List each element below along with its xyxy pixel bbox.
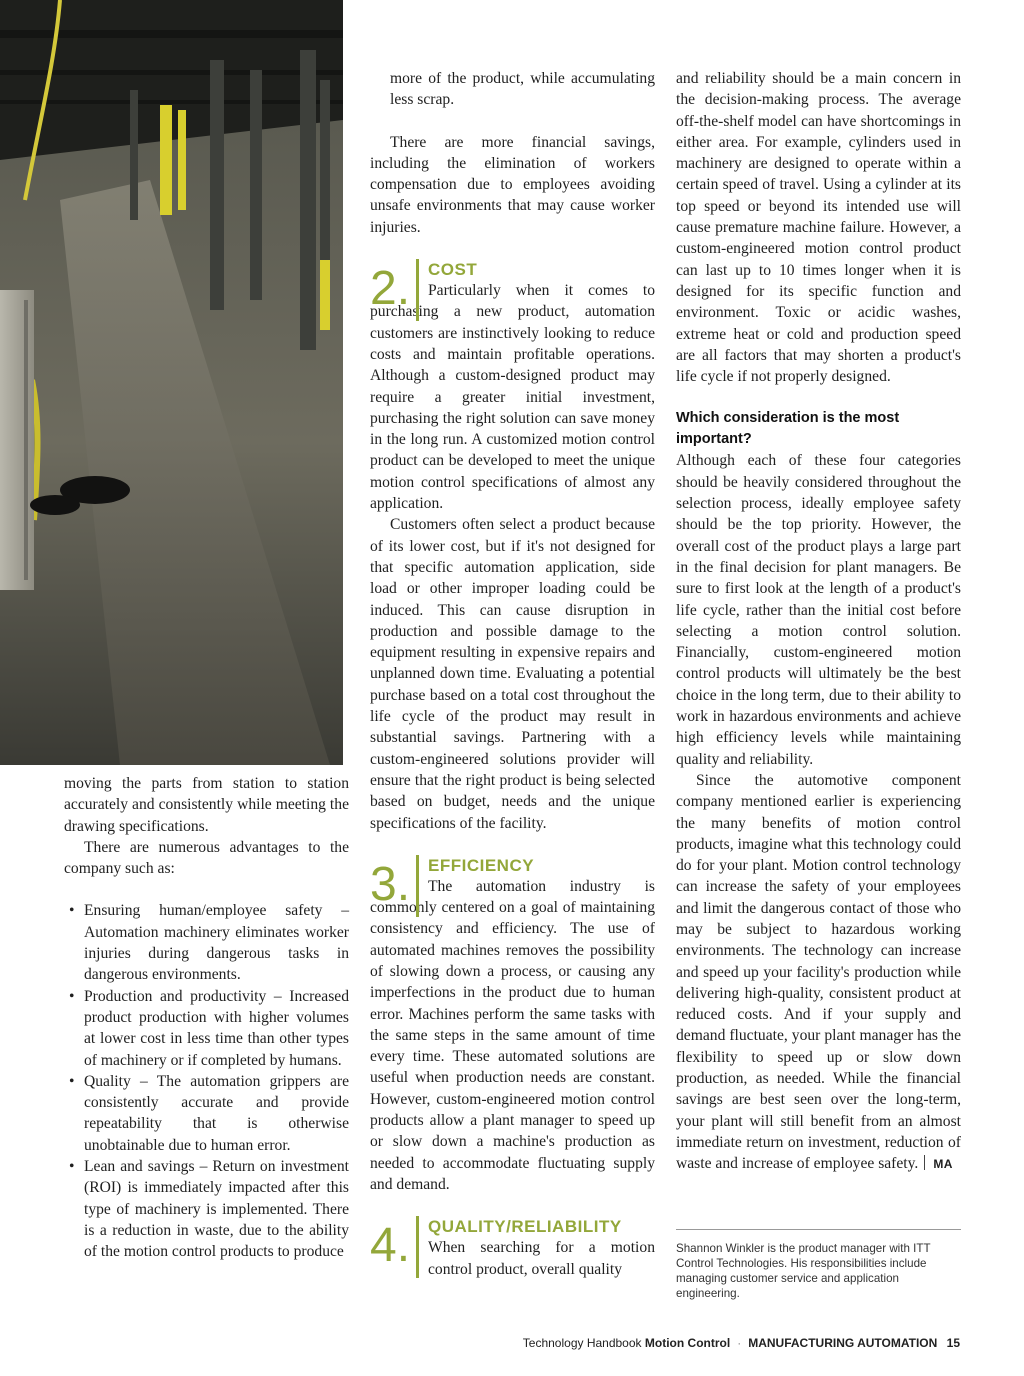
column1-para1: moving the parts from station to station accurately and consistently while meeting the drawing specifications. (64, 775, 349, 835)
footer-separator: · (737, 1336, 742, 1350)
spacer (370, 1195, 655, 1216)
section-number-4: 4. (370, 1216, 419, 1278)
factory-floor-illustration (0, 0, 343, 765)
advantages-list (64, 900, 349, 1262)
list-item: • Ensuring human/employee safety – Automation machinery eliminates worker injuries during dangerous tasks in dangerous environments. (64, 900, 349, 985)
spacer (64, 879, 349, 900)
spacer (370, 834, 655, 855)
list-item: • Quality – The automation grippers are consistently accurate and provide repeatability that is otherwise unobtainable due to human error. (64, 1071, 349, 1156)
footer-magazine: MANUFACTURING AUTOMATION (748, 1336, 938, 1350)
section-heading-quality: QUALITY/RELIABILITY (428, 1217, 622, 1237)
end-mark-logo: MA (933, 1157, 953, 1172)
column2-continuation: more of the product, while accumulating less scrap. (390, 70, 655, 109)
list-item: • Production and productivity – Increased product production with higher volumes at lower cost in less time than other types of machinery or if completed by humans. (64, 986, 349, 1071)
section-number-2: 2. (370, 259, 419, 321)
section-quality (370, 1216, 655, 1280)
section-heading-cost: COST (428, 260, 478, 280)
spacer (676, 387, 961, 408)
cost-para1: Particularly when it comes to purchasing a new product, automation customers are instinctively looking to reduce costs and maintain profitable operations. Although a custom-designed product may require a greater initial investment, purchasing the right solution can save money in the long run. A customized motion control product can be developed to meet the unique motion control specifications of almost any application. (370, 282, 655, 513)
cost-para2: Customers often select a product because of its lower cost, but if it's not designed for that specific automation application, side load or other improper loading could be induced. This can cause disruption in production and possible damage to the equipment resulting in expensive repairs and unplanned down time. Evaluating a potential purchase based on a total cost throughout the life cycle of the product may result in substantial savings. Partnering with a custom-engineered solutions provider will ensure that the right product is being selected based on budget, needs and the unique specifications of the facility. (370, 516, 655, 832)
footer-section: Motion Control (644, 1336, 731, 1350)
spacer (370, 111, 655, 132)
spacer (370, 238, 655, 259)
factory-floor-photo (0, 0, 343, 765)
subheading-most-important: Which consideration is the most important? (676, 410, 900, 448)
author-bio: Shannon Winkler is the product manager with ITT Control Technologies. His responsibilities include managing customer service and application engineering. (676, 1229, 961, 1301)
section-cost (370, 259, 655, 834)
efficiency-para1: The automation industry is commonly centered on a goal of maintaining consistency and efficiency. The use of automated machines removes the possibility of slowing down a process, or causing any imperfections in the product due to human error. Machines perform the same tasks with the same steps in the same amount of time every time. These automated solutions are useful when production needs are constant. However, custom-engineered motion control products allow a plant manager to speed up or slow down a machine's production as needed to accommodate fluctuating supply and demand. (370, 877, 655, 1193)
list-item: • Lean and savings – Return on investment (ROI) is immediately impacted after this type of machinery is implemented. There is a reduction in waste, due to the ability of the motion control products to produce (64, 1156, 349, 1262)
quality-para1: When searching for a motion control product, overall quality (428, 1239, 655, 1278)
column-3 (676, 68, 961, 1176)
column3-para2: Since the automotive component company mentioned earlier is experiencing the many benefits of motion control products, imagine what this technology could do for your plant. Motion control technology can increase the safety of your employees and limit the dangerous contact of those who may be subject to hazardous working environments. The technology can increase and speed up your facility's production while delivering high-quality, consistent product at reduced costs. And if your supply and demand fluctuate, your plant manager has the flexibility to speed up or slow down production, as needed. While the financial savings are best seen over the long-term, your plant will still benefit from an almost immediate return on investment, reduction of waste and increase of employee safety. MA (676, 771, 961, 1173)
column3-continuation: and reliability should be a main concern in the decision-making process. The average off-the-shelf model can have shortcomings in either area. For example, cylinders used in machinery are designed to operate within a certain speed of travel. Using a cylinder at its top speed or beyond its intended use will cause premature machine failure. However, a custom-engineered motion control product can last up to 10 times longer when it is designed for its specific function and environment. Toxic or acidic washes, extreme heat or cold and production speed are all factors that may shorten a product's life cycle if not properly designed. (676, 70, 961, 386)
page-number: 15 (946, 1336, 960, 1350)
column-2 (370, 68, 655, 1280)
footer-handbook: Technology Handbook (522, 1336, 642, 1350)
end-mark-divider (924, 1155, 925, 1170)
section-number-3: 3. (370, 855, 419, 917)
column1-para2: There are numerous advantages to the company such as: (64, 838, 349, 878)
section-heading-efficiency: EFFICIENCY (428, 855, 535, 875)
column-1 (64, 773, 349, 1263)
column2-savings-para: There are more financial savings, including the elimination of workers compensation due to employees avoiding unsafe environments that may cause worker injuries. (370, 133, 655, 236)
column3-para1: Although each of these four categories should be heavily considered throughout the selection process, ideally employee safety should be the top priority. However, the overall cost of the product plays a large part in the final decision for plant managers. Be sure to first look at the length of a product's life cycle, rather than the initial cost before selecting a motion control solution. Financially, custom-engineered motion control products will ultimately be the best choice in the long term, due to their ability to work in hazardous environments and achieve high efficiency levels while maintaining quality and reliability. (676, 452, 961, 768)
page-footer (523, 1336, 960, 1350)
section-efficiency (370, 855, 655, 1195)
